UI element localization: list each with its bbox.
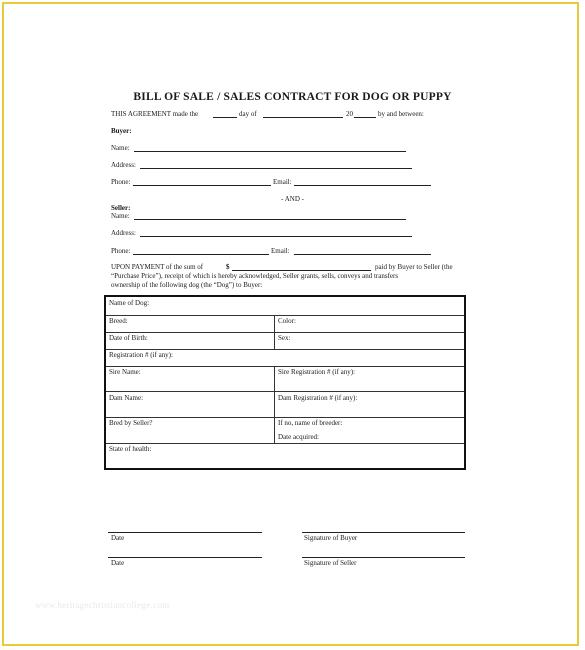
table-divider	[274, 315, 275, 349]
buyer-address-label: Address:	[111, 161, 136, 169]
buyer-heading: Buyer:	[111, 127, 132, 135]
agreement-month-blank[interactable]	[263, 117, 343, 118]
buyer-email-label: Email:	[273, 178, 292, 186]
and-separator: - AND -	[281, 195, 304, 203]
agreement-year-label: 20	[346, 110, 353, 118]
breeder-name-label: If no, name of breeder:	[278, 419, 343, 427]
sire-registration-label: Sire Registration # (if any):	[278, 368, 355, 376]
buyer-name-field[interactable]	[134, 151, 406, 152]
agreement-day-label: day of	[239, 110, 257, 118]
buyer-signature-label: Signature of Buyer	[304, 534, 358, 542]
seller-email-label: Email:	[271, 247, 290, 255]
payment-line-2: “Purchase Price”), receipt of which is hereby acknowledged, Seller grants, sells, conveys and transfers	[111, 272, 399, 280]
bred-by-seller-label: Bred by Seller?	[109, 419, 153, 427]
buyer-email-field[interactable]	[294, 185, 431, 186]
buyer-date-line[interactable]	[108, 532, 262, 533]
payment-amount-field[interactable]	[232, 270, 371, 271]
payment-prefix: UPON PAYMENT of the sum of	[111, 263, 204, 271]
buyer-phone-field[interactable]	[133, 185, 271, 186]
agreement-prefix: THIS AGREEMENT made the	[111, 110, 199, 118]
seller-email-field[interactable]	[294, 254, 431, 255]
seller-signature-label: Signature of Seller	[304, 559, 357, 567]
payment-suffix: paid by Buyer to Seller (the	[375, 263, 453, 271]
dam-name-label: Dam Name:	[109, 394, 144, 402]
seller-phone-field[interactable]	[133, 254, 269, 255]
dam-registration-label: Dam Registration # (if any):	[278, 394, 358, 402]
agreement-year-blank[interactable]	[354, 117, 376, 118]
dob-label: Date of Birth:	[109, 334, 148, 342]
table-rule	[106, 443, 464, 444]
table-rule	[106, 315, 464, 316]
buyer-signature-line[interactable]	[302, 532, 465, 533]
table-rule	[106, 391, 464, 392]
sire-name-label: Sire Name:	[109, 368, 141, 376]
seller-signature-line[interactable]	[302, 557, 465, 558]
table-rule	[106, 366, 464, 367]
buyer-phone-label: Phone:	[111, 178, 131, 186]
payment-currency: $	[226, 263, 230, 271]
sex-label: Sex:	[278, 334, 291, 342]
table-rule	[106, 332, 464, 333]
seller-name-label: Name:	[111, 212, 130, 220]
seller-address-label: Address:	[111, 229, 136, 237]
registration-label: Registration # (if any):	[109, 351, 173, 359]
seller-address-field[interactable]	[140, 236, 412, 237]
table-rule	[106, 349, 464, 350]
date-acquired-label: Date acquired:	[278, 433, 320, 441]
state-of-health-label: State of health:	[109, 445, 152, 453]
color-label: Color:	[278, 317, 296, 325]
table-divider	[274, 366, 275, 443]
payment-line-3: ownership of the following dog (the “Dog”) to Buyer:	[111, 281, 263, 289]
seller-phone-label: Phone:	[111, 247, 131, 255]
seller-name-field[interactable]	[134, 219, 406, 220]
seller-date-line[interactable]	[108, 557, 262, 558]
seller-date-label: Date	[111, 559, 125, 567]
buyer-name-label: Name:	[111, 144, 130, 152]
buyer-date-label: Date	[111, 534, 125, 542]
agreement-suffix: by and between:	[378, 110, 424, 118]
watermark-text: www.heritagechristiancollege.com	[35, 600, 170, 610]
buyer-address-field[interactable]	[140, 168, 412, 169]
table-rule	[106, 417, 464, 418]
seller-heading: Seller:	[111, 204, 131, 212]
agreement-date-blank[interactable]	[213, 117, 237, 118]
document-title: BILL OF SALE / SALES CONTRACT FOR DOG OR PUPPY	[133, 91, 452, 103]
name-of-dog-label: Name of Dog:	[109, 299, 150, 307]
dog-details-table	[104, 295, 466, 470]
breed-label: Breed:	[109, 317, 128, 325]
